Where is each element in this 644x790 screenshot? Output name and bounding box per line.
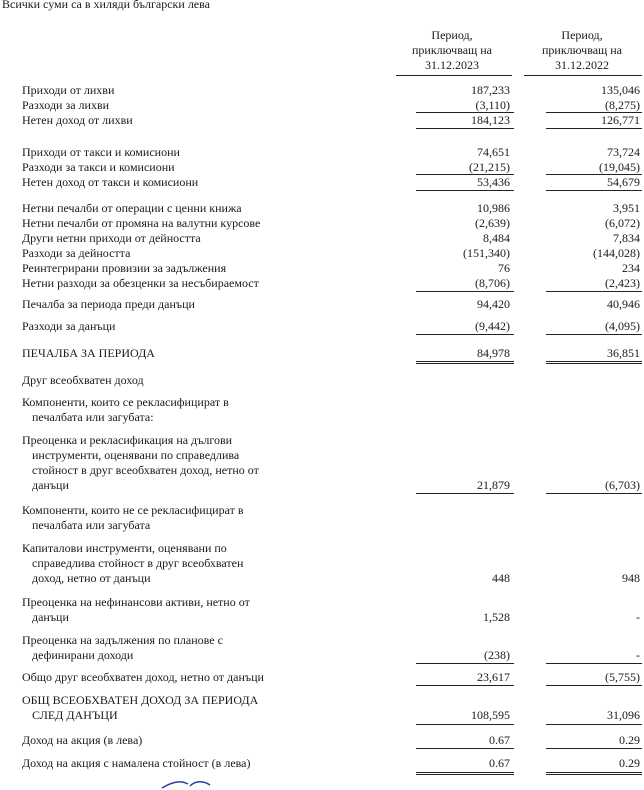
underline — [546, 685, 642, 686]
underline — [416, 748, 514, 749]
currency-note: Всички суми са в хиляди български лева — [2, 0, 210, 11]
underline — [416, 334, 514, 335]
underline — [416, 724, 514, 725]
double-underline — [546, 361, 642, 364]
underline — [546, 493, 642, 494]
header-underline-2023 — [396, 75, 512, 76]
underline — [416, 128, 514, 129]
header-underline-2022 — [524, 75, 642, 76]
underline — [546, 291, 642, 292]
underline — [546, 190, 642, 191]
underline — [546, 128, 642, 129]
underline — [416, 685, 514, 686]
underline — [416, 291, 514, 292]
double-underline — [416, 772, 514, 775]
underline — [546, 748, 642, 749]
underline — [546, 724, 642, 725]
underline — [546, 663, 642, 664]
underline — [416, 190, 514, 191]
double-underline — [416, 361, 514, 364]
signature-mark — [160, 778, 250, 790]
column-header-2023: Период, приключващ на 31.12.2023 — [411, 28, 493, 72]
underline — [546, 334, 642, 335]
underline — [416, 663, 514, 664]
column-header-2022: Период, приключващ на 31.12.2022 — [541, 28, 623, 72]
underline — [416, 493, 514, 494]
double-underline — [546, 772, 642, 775]
